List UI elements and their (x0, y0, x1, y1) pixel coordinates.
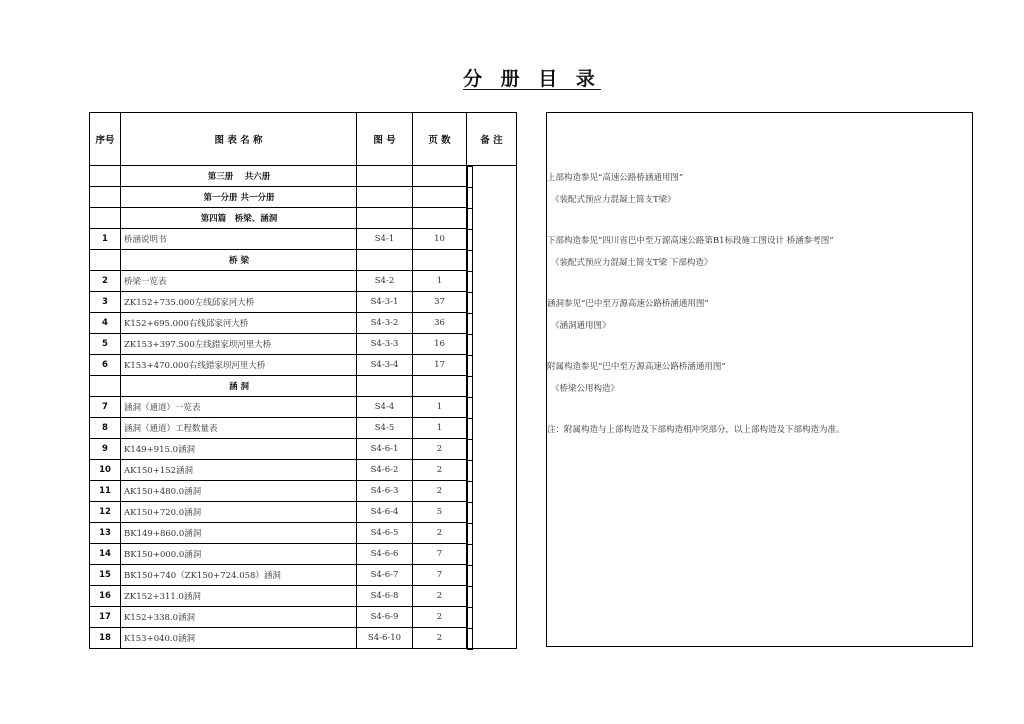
row-pages (413, 376, 467, 397)
row-serial: 13 (90, 523, 121, 544)
table-row (90, 607, 517, 628)
page-title-text: 分 册 目 录 (463, 68, 601, 90)
row-serial: 7 (90, 397, 121, 418)
header-drawing-no: 图 号 (357, 113, 413, 166)
row-pages: 2 (413, 460, 467, 481)
row-drawing-no (357, 187, 413, 208)
notes-panel (546, 112, 973, 647)
row-remarks (467, 250, 473, 272)
row-pages: 1 (413, 397, 467, 418)
row-remarks (467, 397, 473, 419)
row-pages (413, 187, 467, 208)
row-drawing-no: S4-6-5 (357, 523, 413, 544)
row-drawing-no: S4-3-4 (357, 355, 413, 376)
row-serial: 17 (90, 607, 121, 628)
row-pages: 5 (413, 502, 467, 523)
row-pages: 2 (413, 481, 467, 502)
row-pages: 2 (413, 439, 467, 460)
row-remarks (467, 418, 473, 440)
row-drawing-no: S4-6-1 (357, 439, 413, 460)
row-serial: 9 (90, 439, 121, 460)
table-body (90, 166, 517, 649)
row-name: BK150+000.0涵洞 (121, 544, 357, 565)
row-remarks (467, 334, 473, 356)
note-line: 《装配式预应力混凝土简支T梁 下部构造》 (551, 258, 713, 268)
row-remarks (467, 187, 473, 209)
row-remarks (467, 628, 473, 650)
row-name: K152+695.000右线邱家河大桥 (121, 313, 357, 334)
row-name: K153+040.0涵洞 (121, 628, 357, 649)
row-serial: 3 (90, 292, 121, 313)
row-drawing-no: S4-6-9 (357, 607, 413, 628)
row-remarks (467, 208, 473, 230)
row-drawing-no: S4-6-2 (357, 460, 413, 481)
row-name: K152+338.0涵洞 (121, 607, 357, 628)
row-drawing-no: S4-5 (357, 418, 413, 439)
row-name: ZK153+397.500左线錯家坝河里大桥 (121, 334, 357, 355)
row-drawing-no: S4-6-6 (357, 544, 413, 565)
row-pages: 1 (413, 271, 467, 292)
row-name: BK150+740（ZK150+724.058）涵洞 (121, 565, 357, 586)
table-row (90, 565, 517, 586)
table-row (90, 460, 517, 481)
section-row (90, 166, 517, 187)
row-remarks (467, 229, 473, 251)
row-pages: 2 (413, 607, 467, 628)
table-row (90, 292, 517, 313)
index-table (89, 112, 517, 649)
row-name: 桥 梁 (121, 250, 357, 271)
note-line: 注：附属构造与上部构造及下部构造相冲突部分，以上部构造及下部构造为准。 (547, 425, 845, 435)
row-drawing-no: S4-6-3 (357, 481, 413, 502)
row-drawing-no: S4-3-3 (357, 334, 413, 355)
row-name: AK150+152涵洞 (121, 460, 357, 481)
row-drawing-no: S4-1 (357, 229, 413, 250)
row-name: AK150+720.0涵洞 (121, 502, 357, 523)
row-remarks (467, 460, 473, 482)
row-serial: 5 (90, 334, 121, 355)
row-serial (90, 166, 121, 187)
header-name: 图 表 名 称 (121, 113, 357, 166)
row-serial: 18 (90, 628, 121, 649)
header-remarks: 备 注 (467, 113, 517, 166)
row-name: AK150+480.0涵洞 (121, 481, 357, 502)
row-pages: 1 (413, 418, 467, 439)
row-remarks (467, 565, 473, 587)
note-line: 附属构造参见“巴中至万源高速公路桥涵通用图” (547, 362, 726, 372)
row-drawing-no (357, 376, 413, 397)
row-serial: 6 (90, 355, 121, 376)
note-line: 《涵洞通用图》 (551, 321, 611, 331)
row-name: 涵洞（通道）一览表 (121, 397, 357, 418)
row-serial: 4 (90, 313, 121, 334)
row-serial: 10 (90, 460, 121, 481)
row-serial (90, 250, 121, 271)
table-row (90, 544, 517, 565)
row-name: 涵 洞 (121, 376, 357, 397)
note-line: 《桥梁公用构造》 (551, 384, 620, 394)
table-row (90, 502, 517, 523)
table-header-row (90, 113, 517, 166)
row-remarks (467, 439, 473, 461)
table-row (90, 439, 517, 460)
row-serial: 1 (90, 229, 121, 250)
row-name: ZK152+311.0涵洞 (121, 586, 357, 607)
table-row (90, 523, 517, 544)
row-pages: 10 (413, 229, 467, 250)
header-serial: 序号 (90, 113, 121, 166)
row-pages: 2 (413, 523, 467, 544)
table-row (90, 313, 517, 334)
row-serial: 2 (90, 271, 121, 292)
row-remarks (467, 292, 473, 314)
row-pages: 7 (413, 544, 467, 565)
row-drawing-no: S4-4 (357, 397, 413, 418)
table-row (90, 586, 517, 607)
section-row (90, 376, 517, 397)
row-remarks (467, 313, 473, 335)
row-name: 第一分册 共一分册 (121, 187, 357, 208)
row-drawing-no: S4-2 (357, 271, 413, 292)
section-row (90, 208, 517, 229)
row-pages: 36 (413, 313, 467, 334)
row-name: 桥涵说明书 (121, 229, 357, 250)
row-serial: 16 (90, 586, 121, 607)
row-remarks (467, 586, 473, 608)
row-remarks (467, 544, 473, 566)
row-serial: 14 (90, 544, 121, 565)
row-pages: 16 (413, 334, 467, 355)
row-pages (413, 208, 467, 229)
row-drawing-no: S4-6-4 (357, 502, 413, 523)
note-line: 下部构造参见“四川省巴中至万源高速公路第B1标段施工图设计 桥涵参考图” (547, 236, 834, 246)
table-row (90, 334, 517, 355)
row-serial: 11 (90, 481, 121, 502)
row-name: BK149+860.0涵洞 (121, 523, 357, 544)
table-row (90, 418, 517, 439)
row-pages: 17 (413, 355, 467, 376)
row-remarks (467, 166, 473, 188)
note-line: 《装配式预应力混凝土简支T梁》 (551, 195, 676, 205)
table-row (90, 355, 517, 376)
row-drawing-no: S4-6-10 (357, 628, 413, 649)
row-serial: 8 (90, 418, 121, 439)
row-drawing-no: S4-3-1 (357, 292, 413, 313)
section-row (90, 250, 517, 271)
row-name: ZK152+735.000左线邱家河大桥 (121, 292, 357, 313)
table-row (90, 271, 517, 292)
row-serial (90, 187, 121, 208)
row-remarks (467, 376, 473, 398)
row-pages: 37 (413, 292, 467, 313)
row-pages: 7 (413, 565, 467, 586)
row-pages: 2 (413, 586, 467, 607)
table-row (90, 229, 517, 250)
row-pages (413, 250, 467, 271)
row-drawing-no (357, 208, 413, 229)
page-title (0, 64, 1024, 91)
section-row (90, 187, 517, 208)
row-serial (90, 208, 121, 229)
row-remarks (467, 523, 473, 545)
row-drawing-no: S4-3-2 (357, 313, 413, 334)
row-serial: 12 (90, 502, 121, 523)
row-drawing-no (357, 250, 413, 271)
row-pages: 2 (413, 628, 467, 649)
row-remarks (467, 481, 473, 503)
row-name: K149+915.0涵洞 (121, 439, 357, 460)
row-drawing-no: S4-6-7 (357, 565, 413, 586)
table-row (90, 397, 517, 418)
row-remarks (467, 355, 473, 377)
note-line: 上部构造参见“高速公路桥涵通用图” (547, 173, 684, 183)
header-pages: 页 数 (413, 113, 467, 166)
row-remarks (467, 271, 473, 293)
table-row (90, 628, 517, 649)
row-drawing-no (357, 166, 413, 187)
row-name: 桥梁一览表 (121, 271, 357, 292)
row-pages (413, 166, 467, 187)
row-name: 第四篇 桥梁、涵洞 (121, 208, 357, 229)
note-line: 涵洞参见“巴中至万源高速公路桥涵通用图” (547, 299, 709, 309)
row-remarks (467, 607, 473, 629)
row-name: 涵洞（通道）工程数量表 (121, 418, 357, 439)
row-drawing-no: S4-6-8 (357, 586, 413, 607)
row-serial: 15 (90, 565, 121, 586)
table-row (90, 481, 517, 502)
row-remarks (467, 502, 473, 524)
row-serial (90, 376, 121, 397)
row-name: K153+470.000右线錯家坝河里大桥 (121, 355, 357, 376)
row-name: 第三册 共六册 (121, 166, 357, 187)
